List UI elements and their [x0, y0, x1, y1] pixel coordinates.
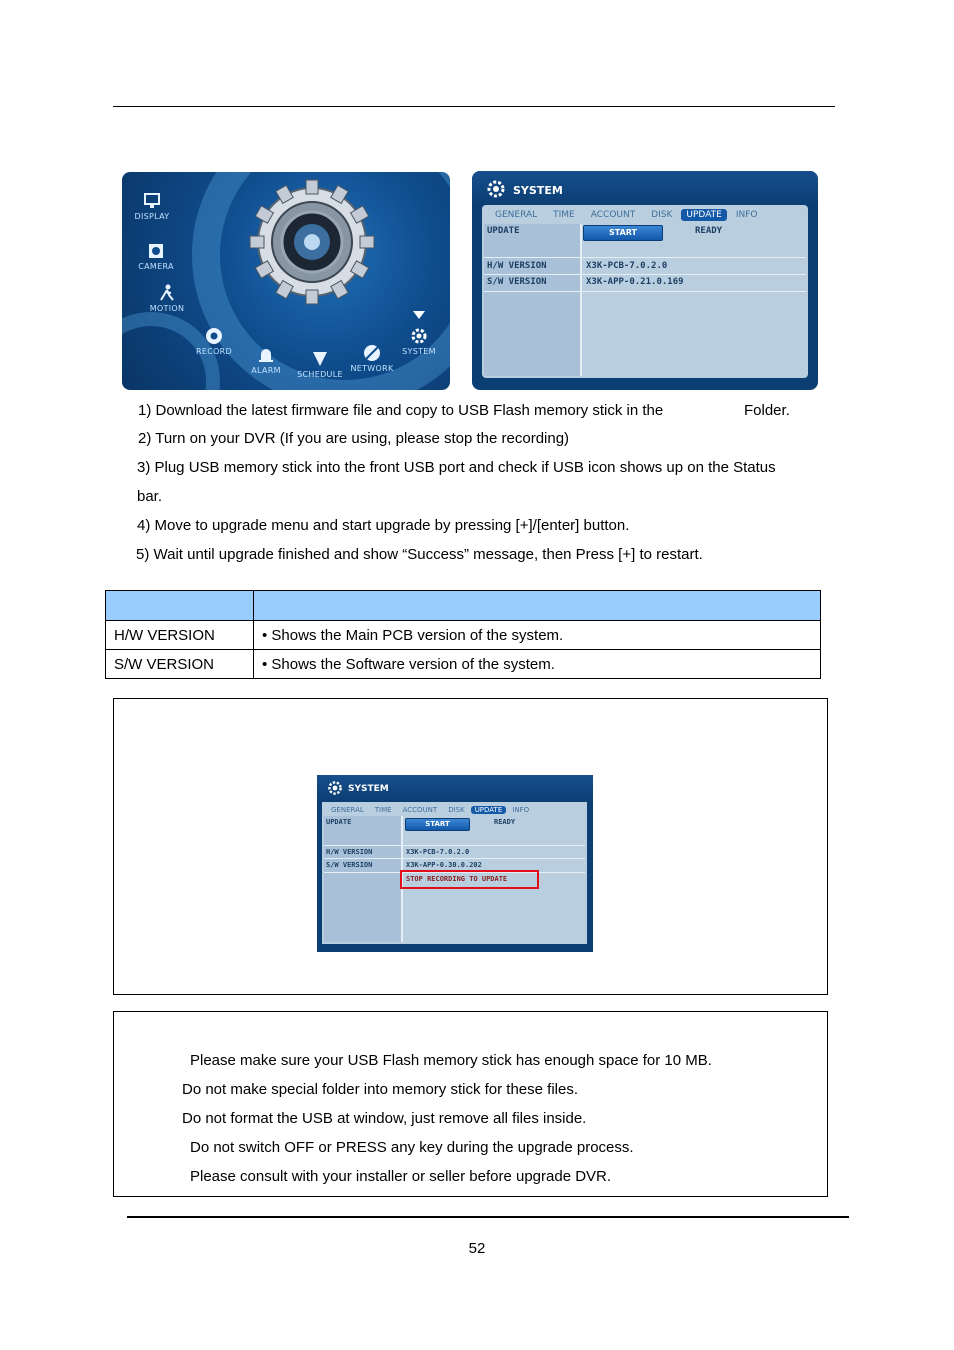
- menu-motion-label: MOTION: [149, 304, 185, 313]
- alarm-icon: [257, 346, 275, 364]
- bottom-rule: [127, 1216, 849, 1218]
- table-header-item: [106, 591, 254, 621]
- hw-version-label: H/W VERSION: [326, 848, 373, 856]
- table-row: [106, 650, 821, 679]
- menu-record-label: RECORD: [195, 347, 232, 356]
- tab-account[interactable]: ACCOUNT: [402, 805, 438, 814]
- system-panel-header: [472, 171, 818, 205]
- tab-info[interactable]: INFO: [512, 805, 530, 814]
- menu-system[interactable]: [387, 327, 450, 356]
- step-1: 1) Download the latest firmware file and copy to USB Flash memory stick in the: [138, 402, 664, 419]
- gear-icon: [410, 327, 428, 345]
- hw-version-value: X3K-PCB-7.0.2.0: [586, 261, 668, 271]
- sw-version-value: X3K-APP-0.30.0.202: [406, 861, 482, 869]
- update-row-label: UPDATE: [487, 226, 520, 236]
- menu-display-label: DISPLAY: [134, 212, 170, 221]
- start-button[interactable]: START: [405, 818, 470, 831]
- start-button[interactable]: START: [583, 225, 663, 241]
- warning-highlight: [400, 870, 539, 889]
- menu-display[interactable]: [122, 192, 184, 221]
- camera-icon: [147, 242, 165, 260]
- table-header-desc: [254, 591, 821, 621]
- table-cell-item: H/W VERSION: [106, 621, 254, 650]
- system-panel-title: SYSTEM: [513, 184, 563, 197]
- selection-arrow-icon: [412, 310, 426, 320]
- sw-version-label: S/W VERSION: [326, 861, 373, 869]
- table-row: [106, 621, 821, 650]
- note-3: Do not format the USB at window, just remove all files inside.: [182, 1110, 587, 1127]
- network-icon: [363, 344, 381, 362]
- gear-icon: [327, 780, 343, 796]
- menu-camera-label: CAMERA: [138, 262, 174, 271]
- menu-schedule-label: SCHEDULE: [297, 370, 343, 379]
- tab-disk[interactable]: DISK: [651, 210, 673, 220]
- record-icon: [205, 327, 223, 345]
- gear-graphic: [248, 178, 376, 306]
- recording-warning-screenshot: [317, 775, 593, 952]
- system-panel-body: [482, 205, 808, 378]
- menu-network-label: NETWORK: [350, 364, 394, 373]
- step-1-folder: Folder.: [744, 402, 790, 419]
- update-status: READY: [695, 226, 723, 236]
- stop-recording-warning: STOP RECORDING TO UPDATE: [406, 875, 508, 883]
- main-menu-screenshot: [122, 172, 450, 390]
- table-cell-desc: • Shows the Main PCB version of the system.: [254, 621, 821, 650]
- hw-version-value: X3K-PCB-7.0.2.0: [406, 848, 470, 856]
- schedule-icon: [311, 350, 329, 368]
- sw-version-label: S/W VERSION: [487, 277, 547, 287]
- system-tabs: [490, 208, 763, 222]
- note-4: Do not switch OFF or PRESS any key during the upgrade process.: [190, 1139, 634, 1156]
- system-update-screenshot: [472, 171, 818, 390]
- tab-general[interactable]: GENERAL: [495, 210, 538, 220]
- top-rule: [113, 106, 835, 107]
- update-status: READY: [494, 818, 516, 826]
- table-cell-item: S/W VERSION: [106, 650, 254, 679]
- sw-version-value: X3K-APP-0.21.0.169: [586, 277, 684, 287]
- tab-disk[interactable]: DISK: [448, 805, 465, 814]
- system-panel-title: SYSTEM: [348, 784, 389, 794]
- system-panel-header: [317, 775, 593, 802]
- system-tabs: [327, 804, 533, 815]
- motion-icon: [158, 284, 176, 302]
- step-3-cont: bar.: [137, 488, 163, 505]
- note-5: Please consult with your installer or seller before upgrade DVR.: [190, 1168, 612, 1185]
- step-5: 5) Wait until upgrade finished and show “Success” message, then Press [+] to restart.: [136, 546, 703, 563]
- update-row-label: UPDATE: [326, 818, 352, 826]
- menu-alarm-label: ALARM: [251, 366, 281, 375]
- step-3: 3) Plug USB memory stick into the front USB port and check if USB icon shows up on the Status: [137, 459, 776, 476]
- table-header-row: [106, 591, 821, 621]
- tab-time[interactable]: TIME: [553, 210, 575, 220]
- step-4: 4) Move to upgrade menu and start upgrade by pressing [+]/[enter] button.: [137, 517, 630, 534]
- tab-update[interactable]: UPDATE: [681, 209, 726, 221]
- tab-update[interactable]: UPDATE: [471, 806, 507, 814]
- version-table: [105, 590, 821, 679]
- page-number: 52: [468, 1240, 486, 1257]
- tab-time[interactable]: TIME: [374, 805, 392, 814]
- table-cell-desc: • Shows the Software version of the system.: [254, 650, 821, 679]
- tab-general[interactable]: GENERAL: [331, 805, 364, 814]
- note-2: Do not make special folder into memory stick for these files.: [182, 1081, 578, 1098]
- menu-system-label: SYSTEM: [402, 347, 436, 356]
- hw-version-label: H/W VERSION: [487, 261, 547, 271]
- note-1: Please make sure your USB Flash memory stick has enough space for 10 MB.: [190, 1052, 712, 1069]
- menu-camera[interactable]: [124, 242, 188, 271]
- tab-account[interactable]: ACCOUNT: [590, 210, 636, 220]
- menu-motion[interactable]: [135, 284, 199, 313]
- tab-info[interactable]: INFO: [735, 210, 758, 220]
- gear-icon: [486, 179, 506, 199]
- display-icon: [143, 192, 161, 210]
- step-2: 2) Turn on your DVR (If you are using, please stop the recording): [138, 430, 570, 447]
